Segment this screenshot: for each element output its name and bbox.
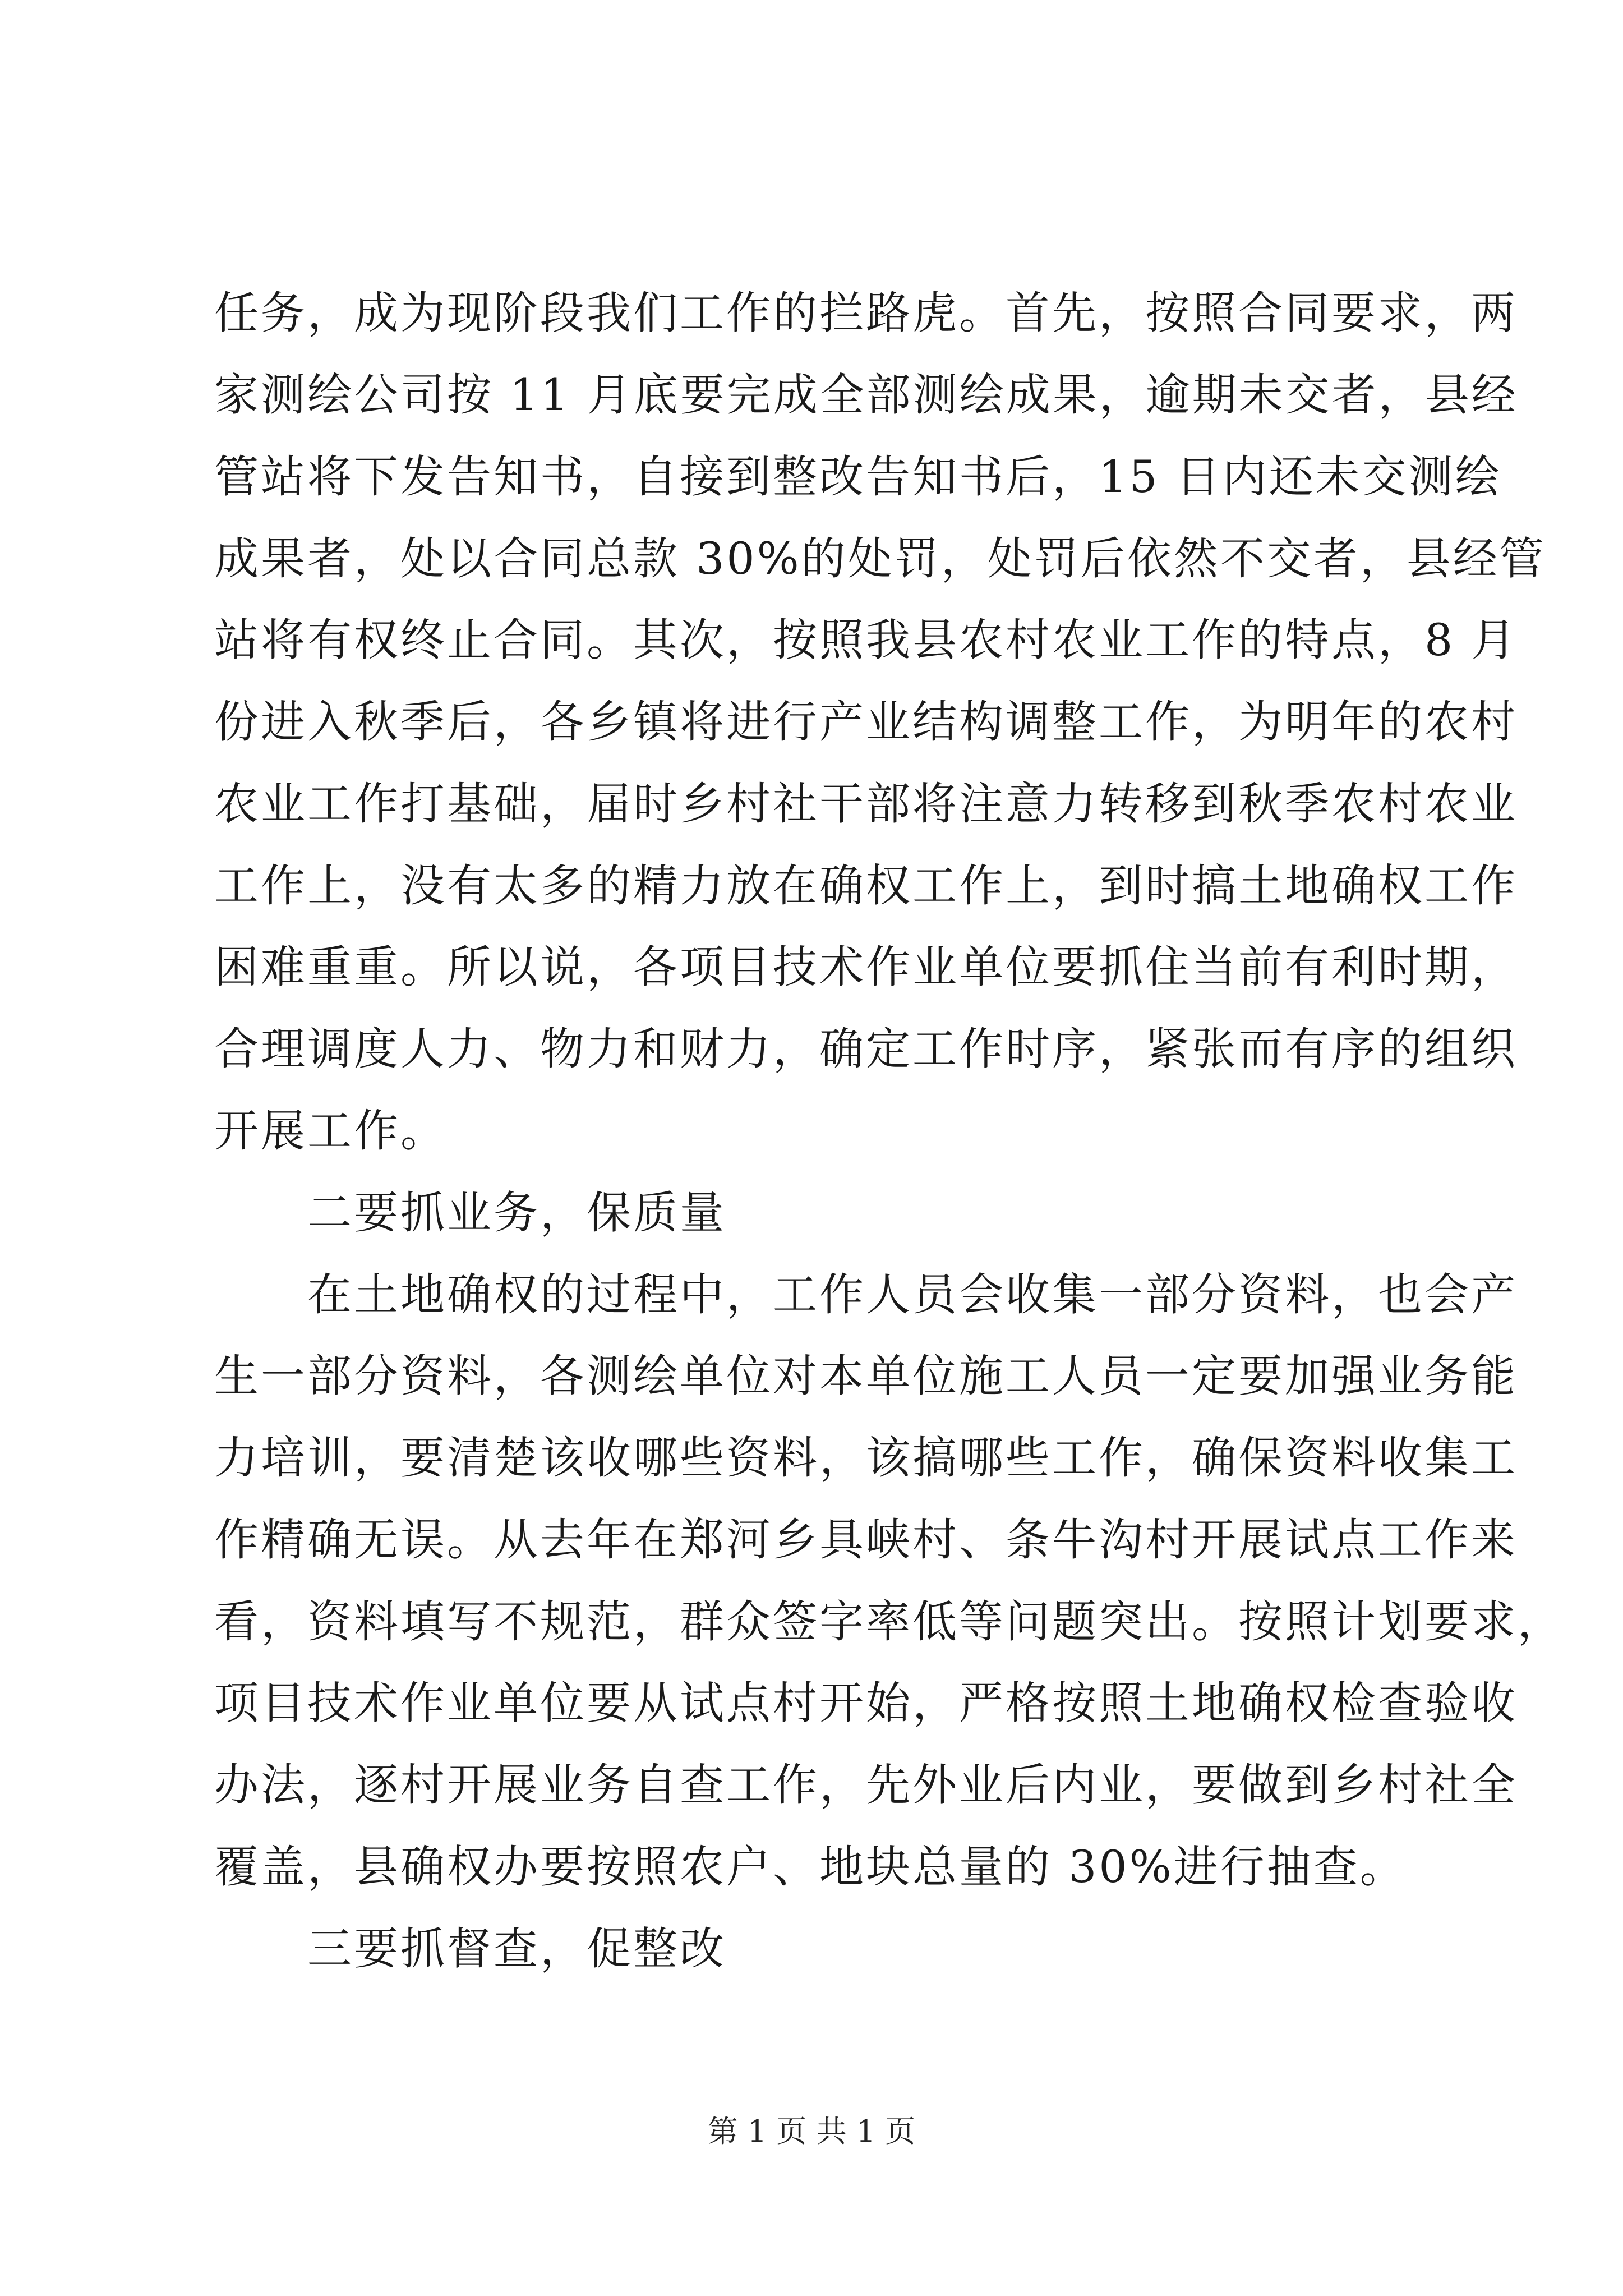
paragraph-line: 合理调度人力、物力和财力，确定工作时序，紧张而有序的组织	[214, 1023, 1518, 1075]
paragraph-line: 开展工作。	[214, 1105, 447, 1157]
section-heading: 三要抓督查，促整改	[307, 1923, 726, 1975]
paragraph-line: 农业工作打基础，届时乡村社干部将注意力转移到秋季农村农业	[214, 778, 1518, 830]
paragraph-line: 成果者，处以合同总款 30%的处罚，处罚后依然不交者，县经管	[214, 533, 1546, 585]
paragraph-line: 覆盖，县确权办要按照农户、地块总量的 30%进行抽查。	[214, 1841, 1407, 1893]
paragraph-line: 生一部分资料，各测绘单位对本单位施工人员一定要加强业务能	[214, 1350, 1518, 1402]
section-heading: 二要抓业务，保质量	[307, 1187, 726, 1239]
paragraph-line: 家测绘公司按 11 月底要完成全部测绘成果，逾期未交者，县经	[214, 369, 1518, 421]
paragraph-line: 作精确无误。从去年在郑河乡具峡村、条牛沟村开展试点工作来	[214, 1514, 1518, 1566]
paragraph-line: 困难重重。所以说，各项目技术作业单位要抓住当前有利时期，	[214, 941, 1518, 993]
paragraph-line: 办法，逐村开展业务自查工作，先外业后内业，要做到乡村社全	[214, 1759, 1518, 1811]
page-footer: 第 1 页 共 1 页	[707, 2114, 916, 2149]
paragraph-line: 管站将下发告知书，自接到整改告知书后，15 日内还未交测绘	[214, 451, 1502, 503]
paragraph-line: 站将有权终止合同。其次，按照我县农村农业工作的特点，8 月	[214, 614, 1518, 666]
paragraph-line: 力培训，要清楚该收哪些资料，该搞哪些工作，确保资料收集工	[214, 1432, 1518, 1484]
paragraph-line: 份进入秋季后，各乡镇将进行产业结构调整工作，为明年的农村	[214, 696, 1518, 748]
paragraph-line: 工作上，没有太多的精力放在确权工作上，到时搞土地确权工作	[214, 860, 1518, 912]
paragraph-line: 项目技术作业单位要从试点村开始，严格按照土地确权检查验收	[214, 1677, 1518, 1729]
paragraph-line: 任务，成为现阶段我们工作的拦路虎。首先，按照合同要求，两	[214, 287, 1518, 339]
paragraph-line: 在土地确权的过程中，工作人员会收集一部分资料，也会产	[307, 1269, 1518, 1320]
paragraph-line: 看，资料填写不规范，群众签字率低等问题突出。按照计划要求，	[214, 1596, 1564, 1648]
